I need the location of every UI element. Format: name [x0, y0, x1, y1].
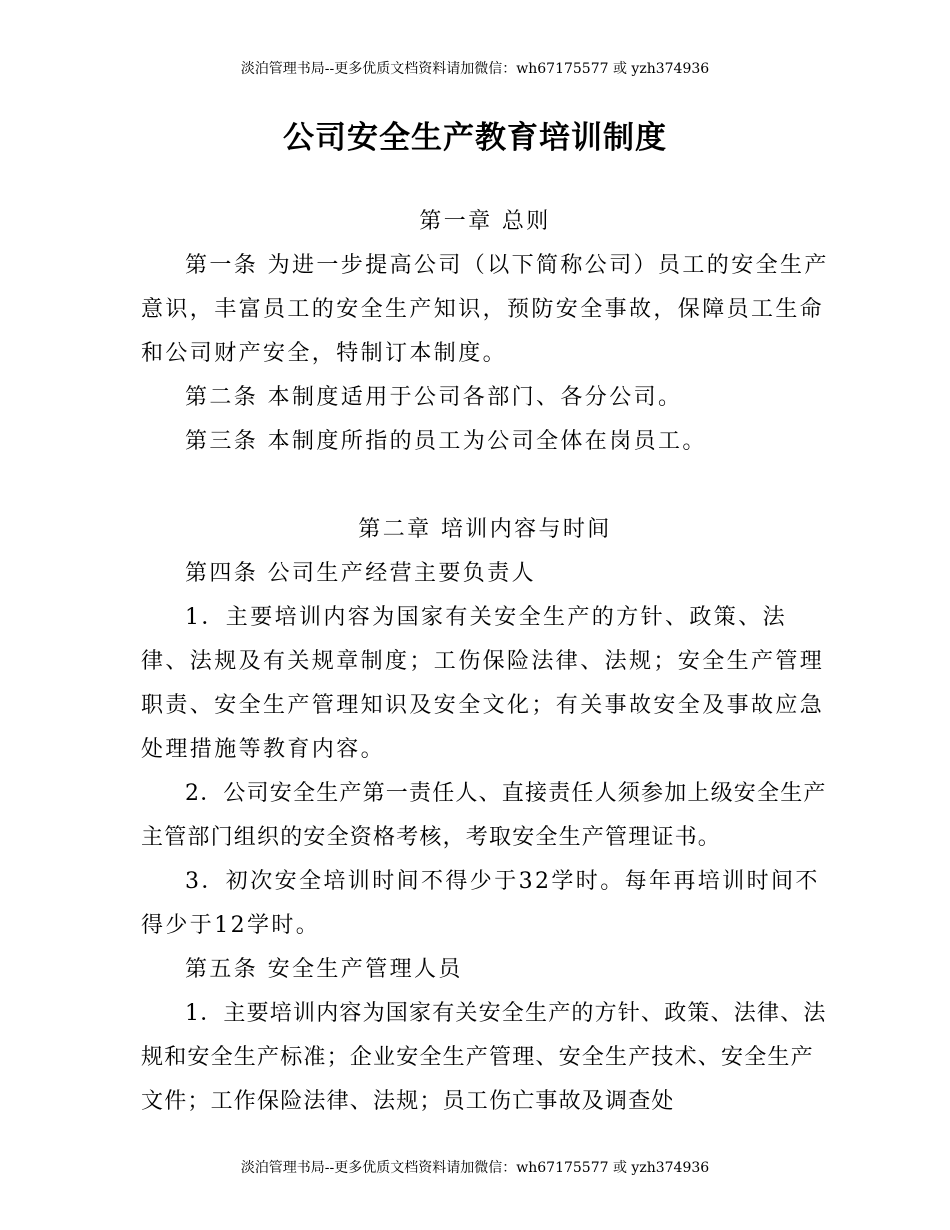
article-4-item-2: 2．公司安全生产第一责任人、直接责任人须参加上级安全生产主管部门组织的安全资格考核，考取安全生产管理证书。	[141, 781, 827, 850]
article-2: 第二条 本制度适用于公司各部门、各分公司。	[185, 385, 683, 410]
document-title: 公司安全生产教育培训制度	[283, 120, 667, 156]
article-3: 第三条 本制度所指的员工为公司全体在岗员工。	[185, 429, 707, 454]
document-body	[141, 200, 829, 1124]
article-4-item-3: 3．初次安全培训时间不得少于32学时。每年再培训时间不得少于12学时。	[141, 869, 820, 938]
article-5-heading: 第五条 安全生产管理人员	[185, 957, 463, 982]
chapter-1-heading: 第一章 总则	[419, 209, 551, 234]
chapter-2-heading: 第二章 培训内容与时间	[358, 517, 612, 542]
article-4-heading: 第四条 公司生产经营主要负责人	[185, 561, 536, 586]
page-header: 淡泊管理书局--更多优质文档资料请加微信：wh67175577 或 yzh374936	[240, 61, 710, 77]
article-1: 第一条 为进一步提高公司（以下简称公司）员工的安全生产意识，丰富员工的安全生产知识，预防安全事故，保障员工生命和公司财产安全，特制订本制度。	[141, 253, 829, 366]
article-4-item-1: 1．主要培训内容为国家有关安全生产的方针、政策、法律、法规及有关规章制度；工伤保险法律、法规；安全生产管理职责、安全生产管理知识及安全文化；有关事故安全及事故应急处理措施等教育内容。	[141, 605, 825, 762]
article-5-item-1: 1．主要培训内容为国家有关安全生产的方针、政策、法律、法规和安全生产标准；企业安全生产管理、安全生产技术、安全生产文件；工作保险法律、法规；员工伤亡事故及调查处	[141, 1001, 827, 1114]
page-footer: 淡泊管理书局--更多优质文档资料请加微信：wh67175577 或 yzh374936	[240, 1160, 710, 1176]
